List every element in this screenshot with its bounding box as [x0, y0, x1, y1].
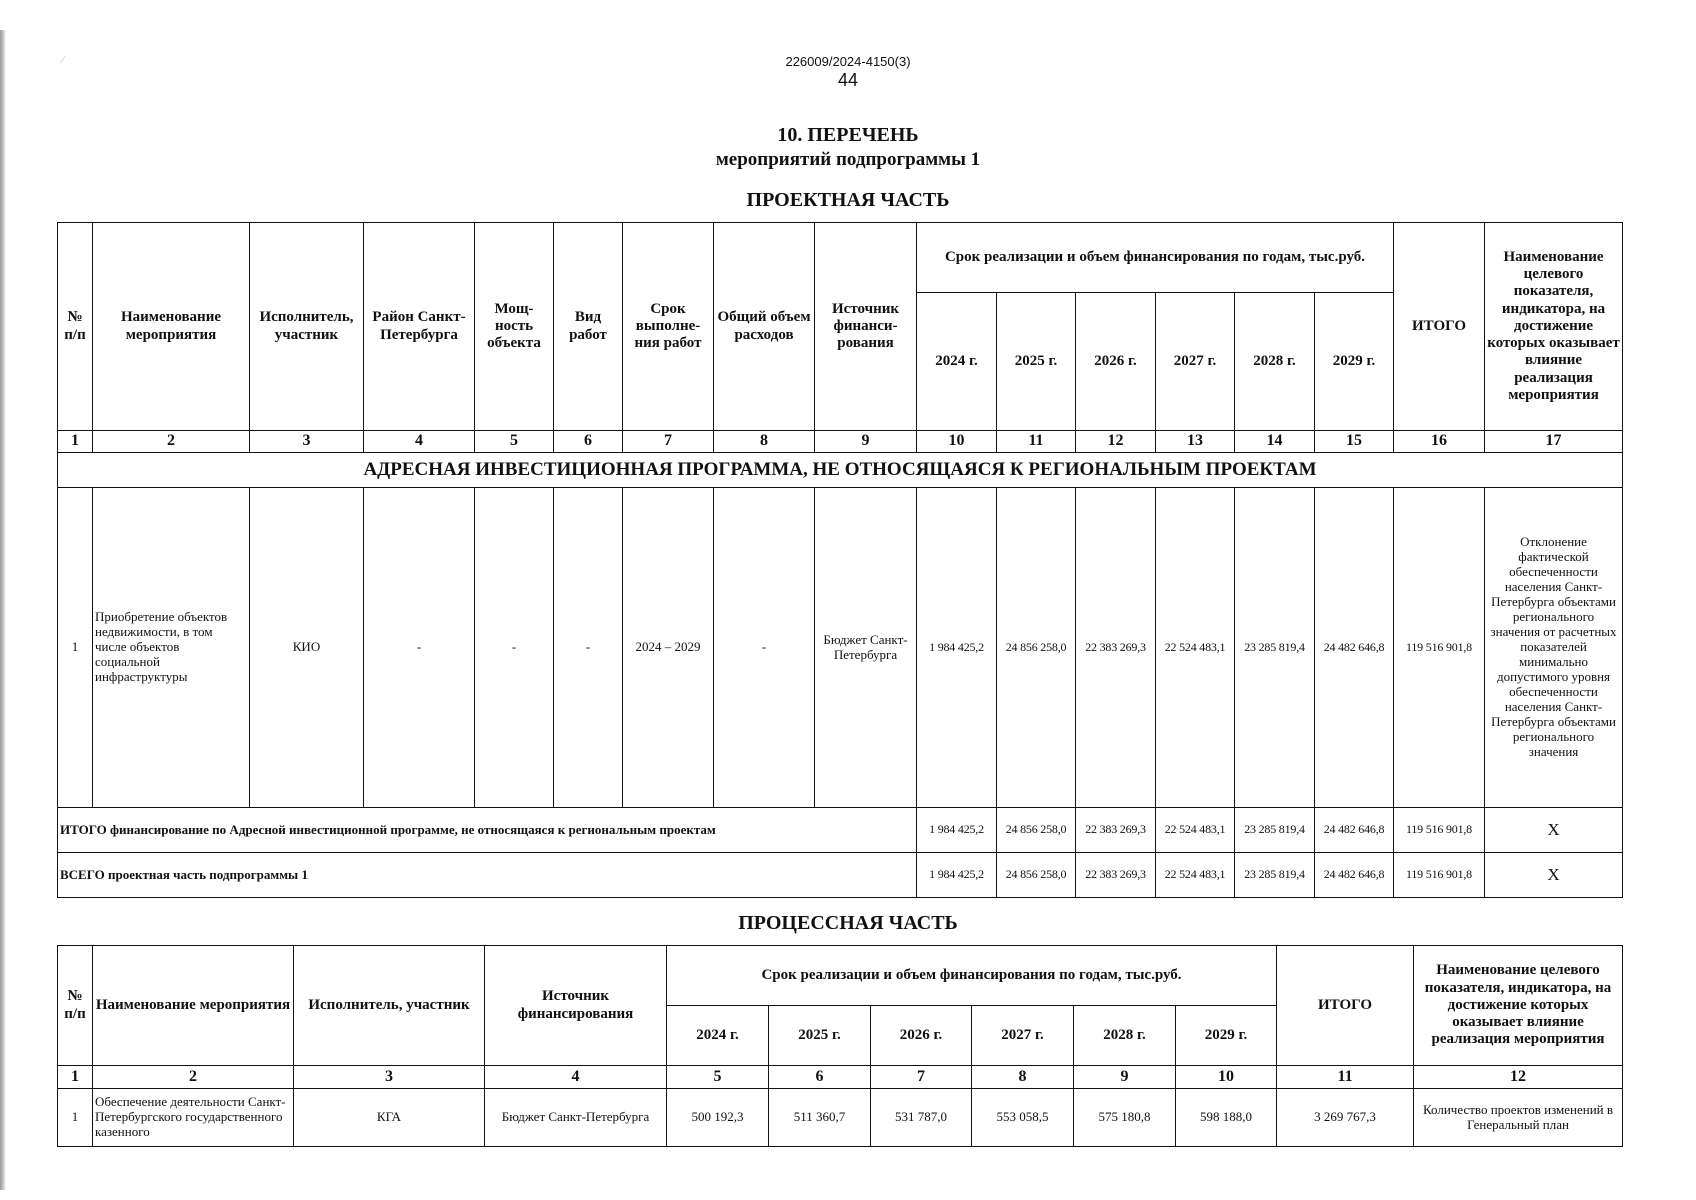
header-executor: Исполнитель, участник	[294, 946, 485, 1066]
column-number: 13	[1156, 431, 1235, 453]
vsego-value: 24 856 258,0	[997, 853, 1076, 898]
row-executor: КГА	[294, 1089, 485, 1147]
column-number: 10	[1176, 1066, 1277, 1089]
itogo-value: 24 482 646,8	[1315, 808, 1394, 853]
header-year: 2027 г.	[1156, 293, 1235, 431]
row-total-cost: -	[714, 488, 815, 808]
row-term: 2024 – 2029	[623, 488, 714, 808]
column-number: 5	[475, 431, 554, 453]
row-value: 553 058,5	[972, 1089, 1074, 1147]
column-number: 15	[1315, 431, 1394, 453]
vsego-value: 24 482 646,8	[1315, 853, 1394, 898]
column-number: 3	[294, 1066, 485, 1089]
row-name: Обеспечение деятельности Санкт-Петербургского государственного казенного	[93, 1089, 294, 1147]
header-total: ИТОГО	[1394, 223, 1485, 431]
column-number: 9	[815, 431, 917, 453]
page-number: 44	[837, 70, 859, 90]
itogo-row	[58, 808, 1623, 853]
header-year: 2028 г.	[1235, 293, 1315, 431]
row-value: 23 285 819,4	[1235, 488, 1315, 808]
column-number: 8	[714, 431, 815, 453]
vsego-total: 119 516 901,8	[1394, 853, 1485, 898]
row-value: 575 180,8	[1074, 1089, 1176, 1147]
row-total: 119 516 901,8	[1394, 488, 1485, 808]
header-capacity: Мощ-ность объекта	[475, 223, 554, 431]
vsego-value: 22 524 483,1	[1156, 853, 1235, 898]
row-source: Бюджет Санкт-Петербурга	[485, 1089, 667, 1147]
row-value: 500 192,3	[667, 1089, 769, 1147]
row-work-type: -	[554, 488, 623, 808]
column-number: 12	[1414, 1066, 1623, 1089]
project-part-table	[57, 222, 1623, 898]
header-financing: Срок реализации и объем финансирования по годам, тыс.руб.	[667, 946, 1277, 1006]
vsego-label: ВСЕГО проектная часть подпрограммы 1	[58, 853, 917, 898]
header-name: Наименование мероприятия	[93, 223, 250, 431]
column-number: 6	[769, 1066, 871, 1089]
project-part-title: ПРОЕКТНАЯ ЧАСТЬ	[746, 189, 950, 211]
row-value: 24 482 646,8	[1315, 488, 1394, 808]
column-number: 1	[58, 1066, 93, 1089]
column-number: 16	[1394, 431, 1485, 453]
document-title: 10. ПЕРЕЧЕНЬ	[777, 124, 919, 146]
column-number: 4	[485, 1066, 667, 1089]
row-value: 1 984 425,2	[917, 488, 997, 808]
column-number: 12	[1076, 431, 1156, 453]
vsego-row	[58, 853, 1623, 898]
vsego-value: 1 984 425,2	[917, 853, 997, 898]
itogo-value: 22 524 483,1	[1156, 808, 1235, 853]
header-total-cost: Общий объем расходов	[714, 223, 815, 431]
header-total: ИТОГО	[1277, 946, 1414, 1066]
row-name: Приобретение объектов недвижимости, в том числе объектов социальной инфраструктуры	[93, 488, 250, 808]
row-executor: КИО	[250, 488, 364, 808]
header-year: 2029 г.	[1315, 293, 1394, 431]
column-number: 7	[871, 1066, 972, 1089]
header-year: 2024 г.	[917, 293, 997, 431]
column-number: 2	[93, 431, 250, 453]
header-year: 2026 г.	[871, 1006, 972, 1066]
row-district: -	[364, 488, 475, 808]
column-number: 8	[972, 1066, 1074, 1089]
itogo-mark: Х	[1485, 808, 1623, 853]
itogo-value: 1 984 425,2	[917, 808, 997, 853]
section-title: АДРЕСНАЯ ИНВЕСТИЦИОННАЯ ПРОГРАММА, НЕ ОТНОСЯЩАЯСЯ К РЕГИОНАЛЬНЫМ ПРОЕКТАМ	[58, 453, 1623, 488]
header-financing: Срок реализации и объем финансирования по годам, тыс.руб.	[917, 223, 1394, 293]
row-value: 531 787,0	[871, 1089, 972, 1147]
column-number: 1	[58, 431, 93, 453]
header-executor: Исполнитель, участник	[250, 223, 364, 431]
process-part-title: ПРОЦЕССНАЯ ЧАСТЬ	[738, 912, 958, 934]
row-source: Бюджет Санкт-Петербурга	[815, 488, 917, 808]
column-number: 2	[93, 1066, 294, 1089]
column-number: 11	[997, 431, 1076, 453]
header-source: Источник финансирования	[485, 946, 667, 1066]
itogo-value: 24 856 258,0	[997, 808, 1076, 853]
header-year: 2026 г.	[1076, 293, 1156, 431]
process-part-table	[57, 945, 1623, 1147]
row-indicator: Отклонение фактической обеспеченности населения Санкт-Петербурга объектами регионального значения от расчетных показателей минимально допустимого уровня обеспеченности населения Санкт-Петербурга объектами регионального значения	[1485, 488, 1623, 808]
column-number: 4	[364, 431, 475, 453]
row-num: 1	[58, 488, 93, 808]
itogo-value: 23 285 819,4	[1235, 808, 1315, 853]
header-year: 2027 г.	[972, 1006, 1074, 1066]
row-value: 598 188,0	[1176, 1089, 1277, 1147]
header-year: 2029 г.	[1176, 1006, 1277, 1066]
row-num: 1	[58, 1089, 93, 1147]
header-term: Срок выполне-ния работ	[623, 223, 714, 431]
vsego-value: 23 285 819,4	[1235, 853, 1315, 898]
header-year: 2028 г.	[1074, 1006, 1176, 1066]
header-source: Источник финанси-рования	[815, 223, 917, 431]
header-indicator: Наименование целевого показателя, индикатора, на достижение которых оказывает влияние реализация мероприятия	[1414, 946, 1623, 1066]
vsego-mark: Х	[1485, 853, 1623, 898]
header-indicator: Наименование целевого показателя, индикатора, на достижение которых оказывает влияние реализация мероприятия	[1485, 223, 1623, 431]
table-row	[58, 488, 1623, 808]
row-indicator: Количество проектов изменений в Генеральный план	[1414, 1089, 1623, 1147]
header-num: № п/п	[58, 946, 93, 1066]
itogo-label: ИТОГО финансирование по Адресной инвестиционной программе, не относящаяся к региональным проектам	[58, 808, 917, 853]
header-year: 2025 г.	[769, 1006, 871, 1066]
column-number: 5	[667, 1066, 769, 1089]
column-number: 11	[1277, 1066, 1414, 1089]
header-num: № п/п	[58, 223, 93, 431]
column-number: 7	[623, 431, 714, 453]
row-value: 22 524 483,1	[1156, 488, 1235, 808]
row-value: 24 856 258,0	[997, 488, 1076, 808]
vsego-value: 22 383 269,3	[1076, 853, 1156, 898]
header-name: Наименование мероприятия	[93, 946, 294, 1066]
itogo-total: 119 516 901,8	[1394, 808, 1485, 853]
row-value: 22 383 269,3	[1076, 488, 1156, 808]
column-number: 14	[1235, 431, 1315, 453]
column-number: 9	[1074, 1066, 1176, 1089]
document-subtitle: мероприятий подпрограммы 1	[715, 149, 981, 170]
itogo-value: 22 383 269,3	[1076, 808, 1156, 853]
header-year: 2025 г.	[997, 293, 1076, 431]
column-number: 6	[554, 431, 623, 453]
header-work-type: Вид работ	[554, 223, 623, 431]
row-value: 511 360,7	[769, 1089, 871, 1147]
table-row	[58, 1089, 1623, 1147]
column-number: 10	[917, 431, 997, 453]
header-year: 2024 г.	[667, 1006, 769, 1066]
row-capacity: -	[475, 488, 554, 808]
registration-number: 226009/2024-4150(3)	[785, 54, 911, 69]
header-district: Район Санкт-Петербурга	[364, 223, 475, 431]
column-number: 3	[250, 431, 364, 453]
row-total: 3 269 767,3	[1277, 1089, 1414, 1147]
column-number: 17	[1485, 431, 1623, 453]
scan-speck: ⁄	[62, 55, 64, 66]
